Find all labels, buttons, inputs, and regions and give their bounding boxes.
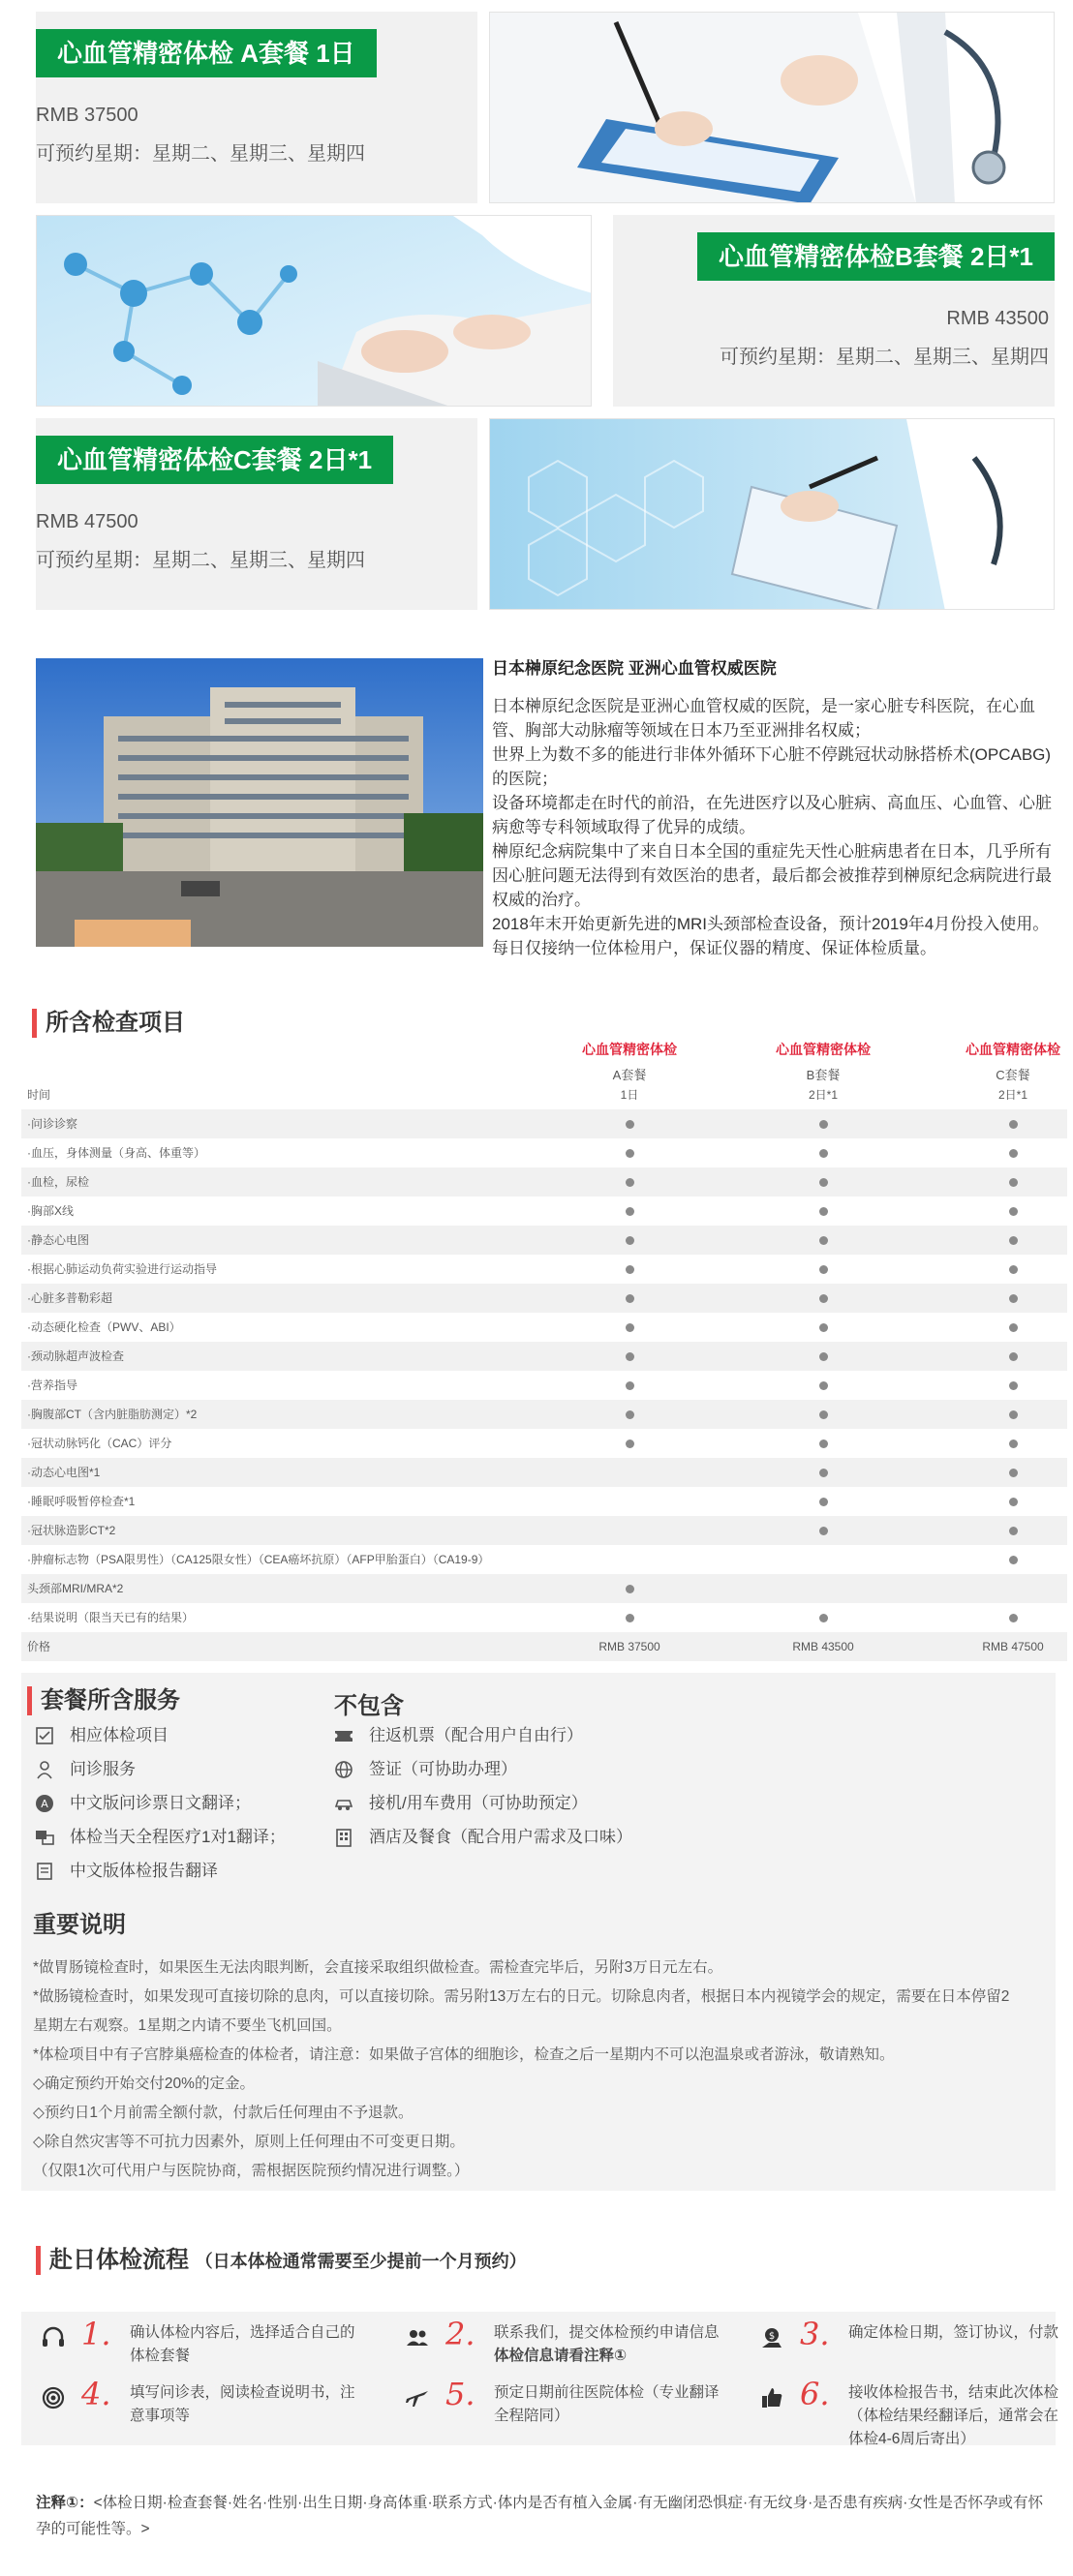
included-dot-icon (626, 1178, 634, 1187)
step-number: 4. (81, 2376, 111, 2412)
note-line: 星期左右观察。1星期之内请不要坐飞机回国。 (33, 2017, 342, 2034)
table-row (21, 1603, 1067, 1632)
row-label: ·动态硬化检查（PWV、ABI） (27, 1320, 181, 1334)
included-dot-icon (626, 1294, 634, 1303)
table-row (21, 1400, 1067, 1429)
price-c: RMB 47500 (982, 1640, 1044, 1653)
included-dot-icon (626, 1614, 634, 1622)
package-card-a (36, 12, 1055, 203)
row-cell-b (746, 1284, 901, 1313)
table-row (21, 1371, 1067, 1400)
step-text: 接收体检报告书，结束此次体检（体检结果经翻译后，通常会在体检4-6周后寄出） (848, 2384, 1059, 2447)
step-text-bold: 体检信息请看注释① (494, 2348, 628, 2364)
row-cell-c (935, 1429, 1073, 1458)
note-line: *做胃肠镜检查时，如果医生无法肉眼判断，会直接采取组织做检查。需检查完毕后，另附3万日元左右。 (33, 1959, 723, 1976)
package-title[interactable]: 心血管精密体检B套餐 2日*1 (697, 232, 1055, 281)
row-cell-c (935, 1197, 1073, 1226)
table-row (21, 1545, 1067, 1574)
report-icon (35, 1862, 54, 1881)
row-cell-a (552, 1138, 707, 1167)
step-text: 确认体检内容后，选择适合自己的体检套餐 (130, 2324, 355, 2364)
excluded-services-title: 不包含 (334, 1693, 404, 1719)
row-cell-c (935, 1226, 1073, 1255)
included-dot-icon (1009, 1323, 1018, 1332)
included-dot-icon (626, 1149, 634, 1158)
thumbs-up-icon (759, 2385, 784, 2410)
table-row (21, 1458, 1067, 1487)
flow-footnote (36, 2490, 1043, 2542)
column-plan-c: C套餐 (996, 1068, 1030, 1082)
plane-icon (405, 2385, 430, 2410)
included-dot-icon (626, 1207, 634, 1216)
included-dot-icon (1009, 1440, 1018, 1448)
included-dot-icon (626, 1236, 634, 1245)
included-dot-icon (1009, 1527, 1018, 1535)
package-info (613, 215, 1055, 407)
hospital-title: 日本榊原纪念医院 亚洲心血管权威医院 (492, 659, 777, 678)
hospital-description (492, 656, 1056, 960)
row-cell-c (935, 1603, 1073, 1632)
included-dot-icon (819, 1440, 828, 1448)
included-dot-icon (1009, 1178, 1018, 1187)
included-services-title: 套餐所含服务 (27, 1686, 180, 1715)
excluded-item-label: 酒店及餐食（配合用户需求及口味） (369, 1828, 632, 1846)
included-dot-icon (1009, 1614, 1018, 1622)
price-a: RMB 37500 (598, 1640, 660, 1653)
row-cell-b (746, 1458, 901, 1487)
note-line: ◇确定预约开始交付20%的定金。 (33, 2076, 255, 2092)
table-row (21, 1516, 1067, 1545)
row-cell-c (935, 1109, 1073, 1138)
table-row (21, 1226, 1067, 1255)
row-cell-b (746, 1255, 901, 1284)
footnote-text: <体检日期·检查套餐·姓名·性别·出生日期·身高体重·联系方式·体内是否有植入金属·有无幽闭恐惧症·有无纹身·是否患有疾病·女性是否怀孕或有怀孕的可能性等。> (36, 2495, 1043, 2537)
hospital-building-image (36, 658, 483, 947)
doctor-clipboard-image (489, 12, 1055, 203)
passport-icon (334, 1760, 353, 1779)
row-label: ·结果说明（限当天已有的结果） (27, 1611, 194, 1624)
table-row (21, 1138, 1067, 1167)
step-text (494, 2321, 726, 2368)
excluded-item-label: 往返机票（配合用户自由行） (369, 1726, 583, 1744)
translate-icon (35, 1794, 54, 1813)
included-dot-icon (1009, 1236, 1018, 1245)
step-number: 3. (800, 2316, 830, 2352)
flow-title: 赴日体检流程 (49, 2247, 189, 2273)
target-icon (41, 2385, 66, 2410)
package-info (36, 418, 477, 610)
included-dot-icon (1009, 1352, 1018, 1361)
row-label: 价格 (27, 1640, 51, 1653)
table-row (21, 1109, 1067, 1138)
included-dot-icon (626, 1352, 634, 1361)
included-item-label: 体检当天全程医疗1对1翻译； (70, 1828, 286, 1846)
svg-text:$: $ (768, 2331, 776, 2342)
included-dot-icon (626, 1585, 634, 1593)
table-row (21, 1313, 1067, 1342)
package-available-days: 可预约星期：星期二、星期三、星期四 (36, 143, 365, 165)
row-cell-b (746, 1516, 901, 1545)
included-item-label: 相应体检项目 (70, 1726, 169, 1744)
flow-step-4 (33, 2376, 382, 2449)
step-text: 填写问诊表，阅读检查说明书，注意事项等 (130, 2384, 355, 2424)
row-label: ·营养指导 (27, 1379, 77, 1392)
column-plan-a: A套餐 (612, 1068, 647, 1082)
included-dot-icon (1009, 1556, 1018, 1564)
row-cell-c (935, 1545, 1073, 1574)
doctor-icon (35, 1760, 54, 1779)
row-cell-a (552, 1371, 707, 1400)
row-label: 头颈部MRI/MRA*2 (27, 1582, 124, 1595)
hospital-paragraph: 日本榊原纪念医院是亚洲心血管权威的医院，是一家心脏专科医院，在心血管、胸部大动脉瘤等领域在日本乃至亚洲排名权威； (492, 697, 1035, 740)
row-label: ·冠状脉造影CT*2 (27, 1524, 116, 1537)
included-dot-icon (1009, 1294, 1018, 1303)
car-icon (334, 1794, 353, 1813)
included-dot-icon (819, 1498, 828, 1506)
row-cell-b (746, 1197, 901, 1226)
row-cell-a (552, 1284, 707, 1313)
row-cell-c (935, 1371, 1073, 1400)
row-label: ·颈动脉超声波检查 (27, 1349, 124, 1363)
note-line: （仅限1次可代用户与医院协商，需根据医院预约情况进行调整。） (33, 2163, 470, 2179)
package-price: RMB 47500 (36, 511, 138, 532)
package-available-days: 可预约星期：星期二、星期三、星期四 (36, 550, 365, 571)
molecule-keyboard-image (36, 215, 592, 407)
included-dot-icon (626, 1410, 634, 1419)
doctor-notes-image (489, 418, 1055, 610)
included-dot-icon (819, 1469, 828, 1477)
row-cell-a (552, 1197, 707, 1226)
included-dot-icon (1009, 1381, 1018, 1390)
row-cell-c (935, 1313, 1073, 1342)
row-label: ·根据心肺运动负荷实验进行运动指导 (27, 1262, 217, 1276)
step-number: 1. (81, 2316, 111, 2352)
column-days-c: 2日*1 (997, 1088, 1028, 1102)
included-item-label: 问诊服务 (70, 1760, 136, 1778)
row-cell-c (935, 1487, 1073, 1516)
note-line: ◇预约日1个月前需全额付款，付款后任何理由不予退款。 (33, 2105, 414, 2121)
row-cell-c (935, 1458, 1073, 1487)
included-dot-icon (819, 1120, 828, 1129)
row-cell-b (746, 1371, 901, 1400)
included-dot-icon (626, 1323, 634, 1332)
included-dot-icon (1009, 1410, 1018, 1419)
row-cell-a (552, 1313, 707, 1342)
package-info (36, 12, 477, 203)
price-b: RMB 43500 (792, 1640, 854, 1653)
included-dot-icon (819, 1207, 828, 1216)
row-cell-b (746, 1167, 901, 1197)
row-cell-b (746, 1226, 901, 1255)
table-row (21, 1574, 1067, 1603)
hotel-icon (334, 1828, 353, 1847)
row-cell-b (746, 1109, 901, 1138)
row-cell-c (935, 1342, 1073, 1371)
included-dot-icon (1009, 1120, 1018, 1129)
package-card-c (36, 418, 1055, 610)
row-cell-a (552, 1167, 707, 1197)
row-cell-a (552, 1429, 707, 1458)
row-label: ·冠状动脉钙化（CAC）评分 (27, 1437, 172, 1450)
included-dot-icon (819, 1381, 828, 1390)
row-label: ·肿瘤标志物（PSA限男性）（CA125限女性）（CEA癌坏抗原）（AFP甲胎蛋白）（CA19-9） (27, 1553, 490, 1566)
column-plan-b: B套餐 (806, 1068, 841, 1082)
included-dot-icon (819, 1149, 828, 1158)
included-dot-icon (819, 1236, 828, 1245)
included-dot-icon (626, 1381, 634, 1390)
important-notes (33, 1954, 1040, 2186)
hospital-paragraph: 榊原纪念病院集中了来自日本全国的重症先天性心脏病患者在日本，几乎所有因心脏问题无法得到有效医治的患者，最后都会被推荐到榊原纪念病院进行最权威的治疗。 (492, 842, 1052, 909)
row-cell-a (552, 1603, 707, 1632)
row-cell-c (935, 1284, 1073, 1313)
included-dot-icon (1009, 1469, 1018, 1477)
included-dot-icon (626, 1440, 634, 1448)
row-cell-a (552, 1342, 707, 1371)
included-dot-icon (819, 1614, 828, 1622)
table-row (21, 1487, 1067, 1516)
note-line: *体检项目中有子宫脖巢癌检查的体检者，请注意：如果做子宫体的细胞诊，检查之后一星期内不可以泡温泉或者游泳，敬请熟知。 (33, 2046, 895, 2063)
row-cell-b (746, 1487, 901, 1516)
table-row-time (21, 1080, 1067, 1109)
step-number: 2. (445, 2316, 475, 2352)
included-item-label: 中文版问诊票日文翻译； (70, 1794, 251, 1812)
row-cell-a (552, 1400, 707, 1429)
column-header-b: 心血管精密体检 (776, 1042, 871, 1057)
table-row (21, 1255, 1067, 1284)
included-dot-icon (819, 1265, 828, 1274)
included-dot-icon (626, 1120, 634, 1129)
row-cell-b (746, 1342, 901, 1371)
important-notes-title: 重要说明 (33, 1912, 126, 1938)
row-cell-a (552, 1255, 707, 1284)
flow-step-6 (751, 2376, 1073, 2449)
flow-subtitle: （日本体检通常需要至少提前一个月预约） (195, 2252, 527, 2271)
checklist-icon (35, 1726, 54, 1745)
row-cell-b (746, 1603, 901, 1632)
hospital-paragraph: 2018年末开始更新先进的MRI头颈部检查设备，预计2019年4月份投入使用。每日仅接纳一位体检用户，保证仪器的精度、保证体检质量。 (492, 915, 1050, 957)
contacts-icon (405, 2325, 430, 2350)
row-cell-c (935, 1138, 1073, 1167)
exam-section-title: 所含检查项目 (32, 1009, 185, 1038)
included-dot-icon (819, 1294, 828, 1303)
ticket-icon (334, 1726, 353, 1745)
row-label: ·问诊诊察 (27, 1117, 77, 1131)
row-label: ·动态心电图*1 (27, 1466, 101, 1479)
included-dot-icon (1009, 1149, 1018, 1158)
step-number: 5. (445, 2376, 475, 2412)
package-price: RMB 37500 (36, 105, 138, 126)
table-row (21, 1167, 1067, 1197)
note-line: *做肠镜检查时，如果发现可直接切除的息肉，可以直接切除。需另附13万左右的日元。切除息肉者，根据日本内视镜学会的规定，需要在日本停留2 (33, 1988, 1010, 2005)
row-label: ·胸部X线 (27, 1204, 75, 1218)
hospital-paragraph: 设备环境都走在时代的前沿，在先进医疗以及心脏病、高血压、心血管、心脏病愈等专科领域取得了优异的成绩。 (492, 794, 1052, 836)
step-text-main: 联系我们，提交体检预约申请信息 (494, 2324, 720, 2341)
row-label: 时间 (27, 1088, 51, 1102)
row-cell-c (935, 1516, 1073, 1545)
interpreter-icon (35, 1828, 54, 1847)
included-dot-icon (1009, 1207, 1018, 1216)
row-label: ·心脏多普勒彩超 (27, 1291, 112, 1305)
column-header-c: 心血管精密体检 (966, 1042, 1060, 1057)
step-number: 6. (800, 2376, 830, 2412)
headset-icon (41, 2325, 66, 2350)
package-title[interactable]: 心血管精密体检 A套餐 1日 (36, 29, 377, 77)
package-title[interactable]: 心血管精密体检C套餐 2日*1 (36, 436, 393, 484)
column-days-a: 1日 (620, 1088, 639, 1102)
row-cell-a (552, 1574, 707, 1603)
row-cell-c (935, 1255, 1073, 1284)
row-cell-b (746, 1400, 901, 1429)
excluded-item-label: 接机/用车费用（可协助预定） (369, 1794, 588, 1812)
included-dot-icon (1009, 1265, 1018, 1274)
included-dot-icon (819, 1527, 828, 1535)
included-dot-icon (819, 1323, 828, 1332)
row-cell-b (746, 1429, 901, 1458)
row-cell-c (935, 1400, 1073, 1429)
footnote-label: 注释①： (36, 2495, 94, 2511)
row-cell-b (746, 1138, 901, 1167)
flow-section-title (36, 2246, 527, 2276)
table-row (21, 1197, 1067, 1226)
table-row (21, 1429, 1067, 1458)
table-row (21, 1284, 1067, 1313)
row-cell-c (935, 1167, 1073, 1197)
included-dot-icon (819, 1410, 828, 1419)
package-card-b (36, 215, 1055, 407)
table-row-price (21, 1632, 1067, 1661)
included-dot-icon (1009, 1498, 1018, 1506)
flow-step-5 (397, 2376, 746, 2449)
svg-text:A: A (41, 1798, 48, 1810)
services-panel (21, 1673, 1056, 2191)
included-dot-icon (626, 1265, 634, 1274)
step-text: 确定体检日期，签订协议，付款 (848, 2324, 1059, 2341)
flow-steps (21, 2312, 1059, 2447)
column-days-b: 2日*1 (808, 1088, 839, 1102)
row-label: ·血检，尿检 (27, 1175, 89, 1189)
row-label: ·血压，身体测量（身高、体重等） (27, 1146, 205, 1160)
included-dot-icon (819, 1178, 828, 1187)
hospital-paragraph: 世界上为数不多的能进行非体外循环下心脏不停跳冠状动脉搭桥术(OPCABG)的医院； (492, 745, 1052, 788)
note-line: ◇除自然灾害等不可抗力因素外，原则上任何理由不可变更日期。 (33, 2134, 465, 2150)
column-header-a: 心血管精密体检 (582, 1042, 677, 1057)
step-text: 预定日期前往医院体检（专业翻译全程陪同） (494, 2384, 720, 2424)
row-label: ·静态心电图 (27, 1233, 89, 1247)
included-item-label: 中文版体检报告翻译 (70, 1862, 218, 1880)
row-cell-b (746, 1313, 901, 1342)
row-label: ·胸腹部CT（含内脏脂肪测定）*2 (27, 1408, 198, 1421)
payment-icon (759, 2325, 784, 2350)
table-row (21, 1342, 1067, 1371)
package-price: RMB 43500 (946, 308, 1049, 329)
row-label: ·睡眠呼吸暂停检查*1 (27, 1495, 136, 1508)
row-cell-a (552, 1109, 707, 1138)
included-dot-icon (819, 1352, 828, 1361)
excluded-item-label: 签证（可协助办理） (369, 1760, 517, 1778)
row-cell-a (552, 1226, 707, 1255)
package-available-days: 可预约星期：星期二、星期三、星期四 (720, 347, 1049, 368)
